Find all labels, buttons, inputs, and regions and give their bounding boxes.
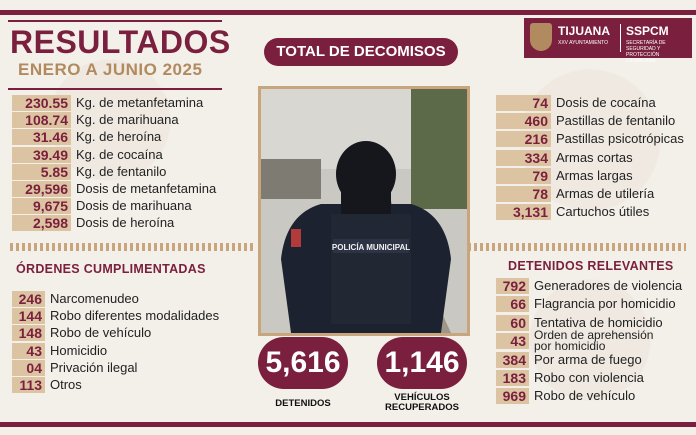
item-value: 31.46 bbox=[12, 129, 71, 145]
item-label: Dosis de marihuana bbox=[76, 198, 192, 214]
item-value: 74 bbox=[496, 95, 551, 111]
item-value: 108.74 bbox=[12, 112, 71, 128]
bottom-bar bbox=[0, 422, 696, 427]
detenidos-total-label: DETENIDOS bbox=[275, 398, 331, 409]
list-item bbox=[12, 360, 137, 376]
item-value: 230.55 bbox=[12, 95, 71, 111]
tijuana-logo-text: TIJUANA bbox=[558, 24, 611, 38]
item-label: Kg. de fentanilo bbox=[76, 163, 167, 179]
item-value: 183 bbox=[496, 370, 529, 386]
item-value: 460 bbox=[496, 113, 551, 129]
item-value: 334 bbox=[496, 150, 551, 166]
left-divider bbox=[10, 243, 255, 251]
right-divider bbox=[468, 243, 686, 251]
item-value: 78 bbox=[496, 186, 551, 202]
item-label: Kg. de metanfetamina bbox=[76, 95, 204, 110]
item-value: 79 bbox=[496, 168, 551, 184]
tijuana-logo-subtext: XXV AYUNTAMIENTO bbox=[558, 40, 609, 46]
vehiculos-total-label: VEHÍCULOS RECUPERADOS bbox=[385, 392, 459, 413]
list-item bbox=[12, 95, 203, 111]
item-label: Orden de aprehensión por homicidio bbox=[534, 328, 654, 354]
list-item bbox=[496, 131, 684, 147]
item-label: Armas de utilería bbox=[556, 186, 655, 201]
item-label: Pastillas psicotrópicas bbox=[556, 131, 684, 147]
list-item bbox=[496, 95, 656, 111]
list-item bbox=[496, 370, 644, 386]
list-item bbox=[496, 113, 675, 129]
item-value: 969 bbox=[496, 388, 529, 404]
item-label: Dosis de metanfetamina bbox=[76, 181, 217, 196]
item-value: 144 bbox=[12, 308, 45, 324]
list-item bbox=[12, 377, 82, 393]
detenidos-relevantes-title: DETENIDOS RELEVANTES bbox=[508, 259, 674, 273]
list-item bbox=[496, 352, 642, 368]
vehiculos-total-circle: 1,146 bbox=[377, 337, 467, 389]
item-label: Otros bbox=[50, 377, 82, 392]
logo-banner bbox=[524, 18, 692, 64]
item-label: Cartuchos útiles bbox=[556, 204, 650, 220]
item-value: 2,598 bbox=[12, 215, 71, 231]
item-value: 39.49 bbox=[12, 147, 71, 163]
item-label: Armas cortas bbox=[556, 149, 633, 165]
item-label: Pastillas de fentanilo bbox=[556, 113, 676, 129]
item-value: 04 bbox=[12, 360, 45, 376]
item-label: Robo de vehículo bbox=[534, 388, 636, 404]
item-label: Robo con violencia bbox=[534, 370, 644, 385]
item-value: 3,131 bbox=[496, 204, 551, 220]
list-item bbox=[496, 328, 668, 354]
list-item bbox=[496, 150, 633, 166]
item-label: Flagrancia por homicidio bbox=[534, 296, 676, 312]
item-value: 148 bbox=[12, 325, 45, 341]
list-item bbox=[12, 325, 151, 341]
item-value: 246 bbox=[12, 291, 45, 307]
police-officer-photo bbox=[258, 86, 470, 336]
list-item bbox=[12, 129, 161, 145]
top-bar bbox=[0, 10, 696, 15]
item-label: Kg. de marihuana bbox=[76, 112, 179, 128]
item-value: 792 bbox=[496, 278, 529, 294]
item-value: 5.85 bbox=[12, 164, 71, 180]
page-subtitle: ENERO A JUNIO 2025 bbox=[18, 60, 203, 79]
item-value: 384 bbox=[496, 352, 529, 368]
police-officer-illustration bbox=[261, 89, 467, 333]
list-item bbox=[496, 296, 676, 312]
list-item bbox=[12, 343, 107, 359]
total-decomisos-pill: TOTAL DE DECOMISOS bbox=[264, 38, 458, 66]
list-item bbox=[12, 215, 174, 231]
list-item bbox=[496, 168, 633, 184]
item-label: Narcomenudeo bbox=[50, 291, 139, 306]
item-label: Tentativa de homicidio bbox=[534, 314, 663, 330]
item-label: Robo de vehículo bbox=[50, 325, 152, 341]
item-label: Armas largas bbox=[556, 167, 633, 183]
item-label: Generadores de violencia bbox=[534, 278, 683, 293]
list-item bbox=[12, 147, 163, 163]
item-label: Dosis de heroína bbox=[76, 215, 175, 231]
item-value: 43 bbox=[496, 333, 529, 349]
list-item bbox=[12, 291, 139, 307]
sspcm-logo-text: SSPCM bbox=[626, 24, 669, 38]
list-item bbox=[496, 278, 682, 294]
detenidos-total-circle: 5,616 bbox=[258, 337, 348, 389]
item-label: Kg. de heroína bbox=[76, 129, 162, 145]
list-item bbox=[496, 388, 635, 404]
logo-divider bbox=[620, 24, 621, 52]
item-label: Homicidio bbox=[50, 342, 108, 358]
list-item bbox=[496, 186, 654, 202]
item-value: 113 bbox=[12, 377, 45, 393]
list-item bbox=[12, 112, 179, 128]
sspcm-logo-subtext: SECRETARÍA DE SEGURIDAD Y PROTECCIÓN CIUDADANA bbox=[626, 40, 666, 64]
item-label: Por arma de fuego bbox=[534, 351, 642, 367]
list-item bbox=[12, 181, 216, 197]
item-value: 29,596 bbox=[12, 181, 71, 197]
item-value: 9,675 bbox=[12, 198, 71, 214]
list-item bbox=[12, 198, 192, 214]
item-label: Robo diferentes modalidades bbox=[50, 308, 220, 324]
item-value: 60 bbox=[496, 315, 529, 331]
item-value: 216 bbox=[496, 131, 551, 147]
page-title: RESULTADOS bbox=[10, 24, 231, 60]
item-value: 66 bbox=[496, 296, 529, 312]
item-label: Kg. de cocaína bbox=[76, 146, 163, 162]
list-item bbox=[496, 204, 649, 220]
item-value: 43 bbox=[12, 343, 45, 359]
item-label: Dosis de cocaína bbox=[556, 95, 656, 110]
list-item bbox=[12, 308, 219, 324]
list-item bbox=[12, 164, 166, 180]
item-label: Privación ilegal bbox=[50, 359, 138, 375]
ordenes-title: ÓRDENES CUMPLIMENTADAS bbox=[16, 262, 206, 276]
vest-text: POLICÍA MUNICIPAL bbox=[331, 243, 411, 252]
tijuana-shield-icon bbox=[530, 23, 552, 51]
